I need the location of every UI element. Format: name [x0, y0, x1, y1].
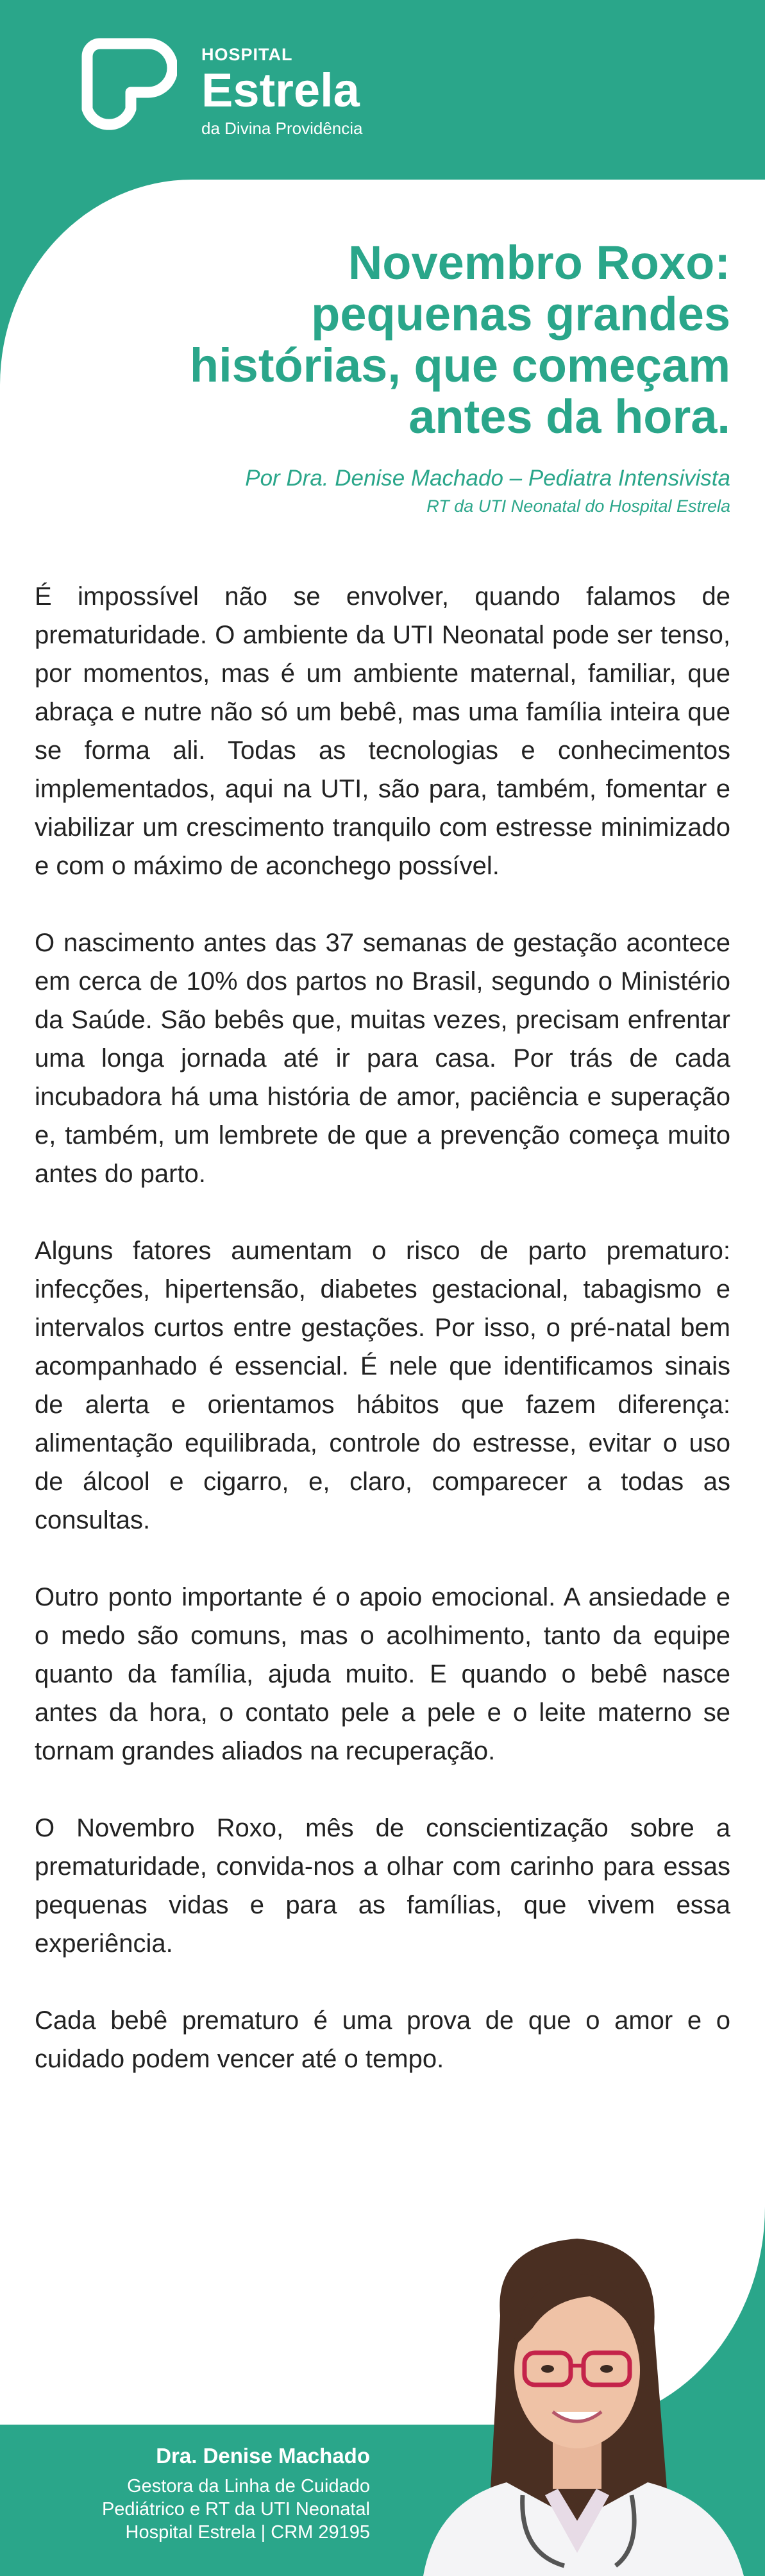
byline-author: Por Dra. Denise Machado – Pediatra Intensivista: [245, 466, 730, 491]
author-role: Pediátrico e RT da UTI Neonatal: [101, 2499, 370, 2520]
logo-name: Estrela: [201, 64, 360, 117]
paragraph: O nascimento antes das 37 semanas de gestação acontece em cerca de 10% dos partos no Brasil, segundo o Ministério da Saúde. São bebês que, muitas vezes, precisam enfrentar uma longa jornada até ir para casa. Por trás de cada incubadora há uma história de amor, paciência e superação e, também, um lembrete de que a prevenção começa muito antes do parto.: [35, 929, 730, 1188]
logo-subtitle: da Divina Providência: [201, 119, 363, 138]
paragraph: Cada bebê prematuro é uma prova de que o amor e o cuidado podem vencer até o tempo.: [35, 2006, 730, 2073]
logo-hospital-label: HOSPITAL: [201, 45, 293, 64]
author-signature: [102, 2444, 370, 2544]
author-photo: [385, 2219, 765, 2576]
paragraph: Alguns fatores aumentam o risco de parto prematuro: infecções, hipertensão, diabetes gestacional, tabagismo e intervalos curtos entre gestações. Por isso, o pré-natal bem acompanhado é essencial. É nele que identificamos sinais de alerta e orientamos hábitos que fazem diferença: alimentação equilibrada, controle do estresse, evitar o uso de álcool e cigarro, e, claro, comparecer a todas as consultas.: [35, 1237, 730, 1534]
hospital-logo-text: [201, 45, 362, 139]
paragraph: O Novembro Roxo, mês de conscientização sobre a prematuridade, convida-nos a olhar com carinho para essas pequenas vidas e para as famílias, que vivem essa experiência.: [35, 1814, 730, 1958]
author-role: Gestora da Linha de Cuidado: [127, 2476, 370, 2496]
byline: [89, 466, 730, 516]
author-name: Dra. Denise Machado: [156, 2444, 370, 2468]
article-body: [35, 577, 730, 2117]
paragraph: É impossível não se envolver, quando falamos de prematuridade. O ambiente da UTI Neonatal pode ser tenso, por momentos, mas é um ambiente maternal, familiar, que abraça e nutre não só um bebê, mas uma família inteira que se forma ali. Todas as tecnologias e conhecimentos implementados, aqui na UTI, são para, também, fomentar e viabilizar um crescimento tranquilo com estresse minimizado e com o máximo de aconchego possível.: [35, 582, 730, 880]
article-title: Novembro Roxo: pequenas grandes histórias, que começam antes da hora.: [189, 236, 730, 443]
hospital-logo-icon: [81, 37, 177, 137]
byline-role: RT da UTI Neonatal do Hospital Estrela: [426, 496, 730, 516]
author-role: Hospital Estrela | CRM 29195: [125, 2522, 370, 2543]
paragraph: Outro ponto importante é o apoio emocional. A ansiedade e o medo são comuns, mas o acolhimento, tanto da equipe quanto da família, ajuda muito. E quando o bebê nasce antes da hora, o contato pele a pele e o leite materno se tornam grandes aliados na recuperação.: [35, 1583, 730, 1765]
